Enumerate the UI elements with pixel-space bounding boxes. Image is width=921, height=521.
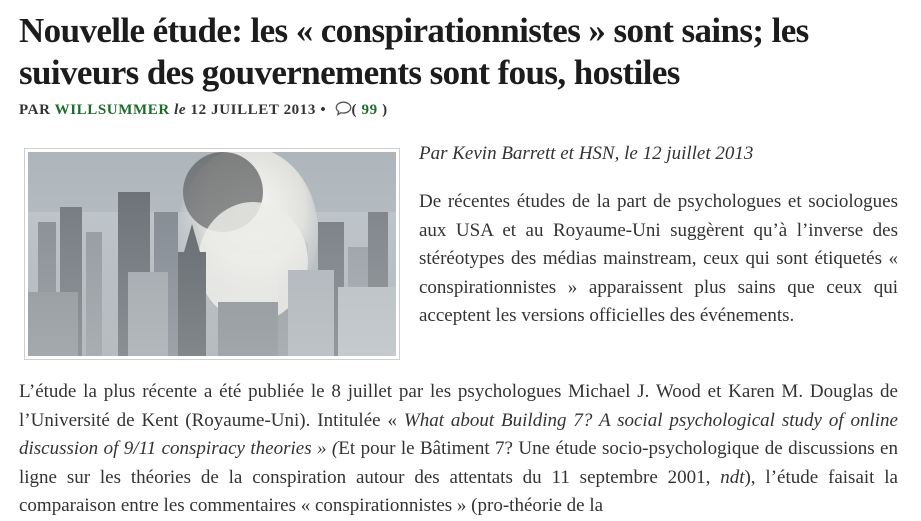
body-text-3: ), l’étude faisait la comparaison entre les commentaires « conspirationnistes » (pro-théorie de la <box>19 466 898 517</box>
body-italic-ndt: ndt <box>720 466 745 488</box>
comments-close: ) <box>382 102 388 118</box>
body-text-2: Et pour le Bâtiment 7? Une étude socio-psychologique de discussions en ligne sur les théories de la conspiration autour des attentats du 11 septembre 2001, <box>19 438 898 488</box>
meta-by: PAR <box>19 102 51 118</box>
speech-bubble-icon[interactable] <box>335 101 352 121</box>
post-meta <box>19 101 388 121</box>
city-smoke-photo <box>28 152 396 356</box>
body-text-1: L’étude la plus récente a été publiée le 8 juillet par les psychologues Michael J. Wood et Karen M. Douglas de l’Université de Kent (Royaume-Uni). Intitulée « <box>19 381 898 431</box>
comments-count-link[interactable]: 99 <box>361 102 378 118</box>
article-title[interactable]: Nouvelle étude: les « conspirationnistes » sont sains; les suiveurs des gouvernements sont fous, hostiles <box>19 11 809 92</box>
body-italic-title: What about Building 7? A social psychological study of online discussion of 9/11 conspiracy theories » ( <box>19 409 898 460</box>
meta-separator: • <box>320 102 327 118</box>
intro-paragraph: De récentes études de la part de psychologues et sociologues aux USA et au Royaume-Uni suggèrent qu’à l’inverse des stéréotypes des médias mainstream, ceux qui sont étiquetés « conspirationnistes » apparaissent plus sains que ceux qui acceptent les versions officielles des événements. <box>419 191 898 327</box>
post-date: 12 JUILLET 2013 <box>190 102 316 118</box>
body-paragraph <box>19 378 898 521</box>
article-image <box>24 148 400 360</box>
comments-open: ( <box>351 102 358 118</box>
author-link[interactable]: WILLSUMMER <box>54 102 170 118</box>
byline: Par Kevin Barrett et HSN, le 12 juillet 2013 <box>419 143 754 164</box>
meta-le: le <box>174 102 187 118</box>
